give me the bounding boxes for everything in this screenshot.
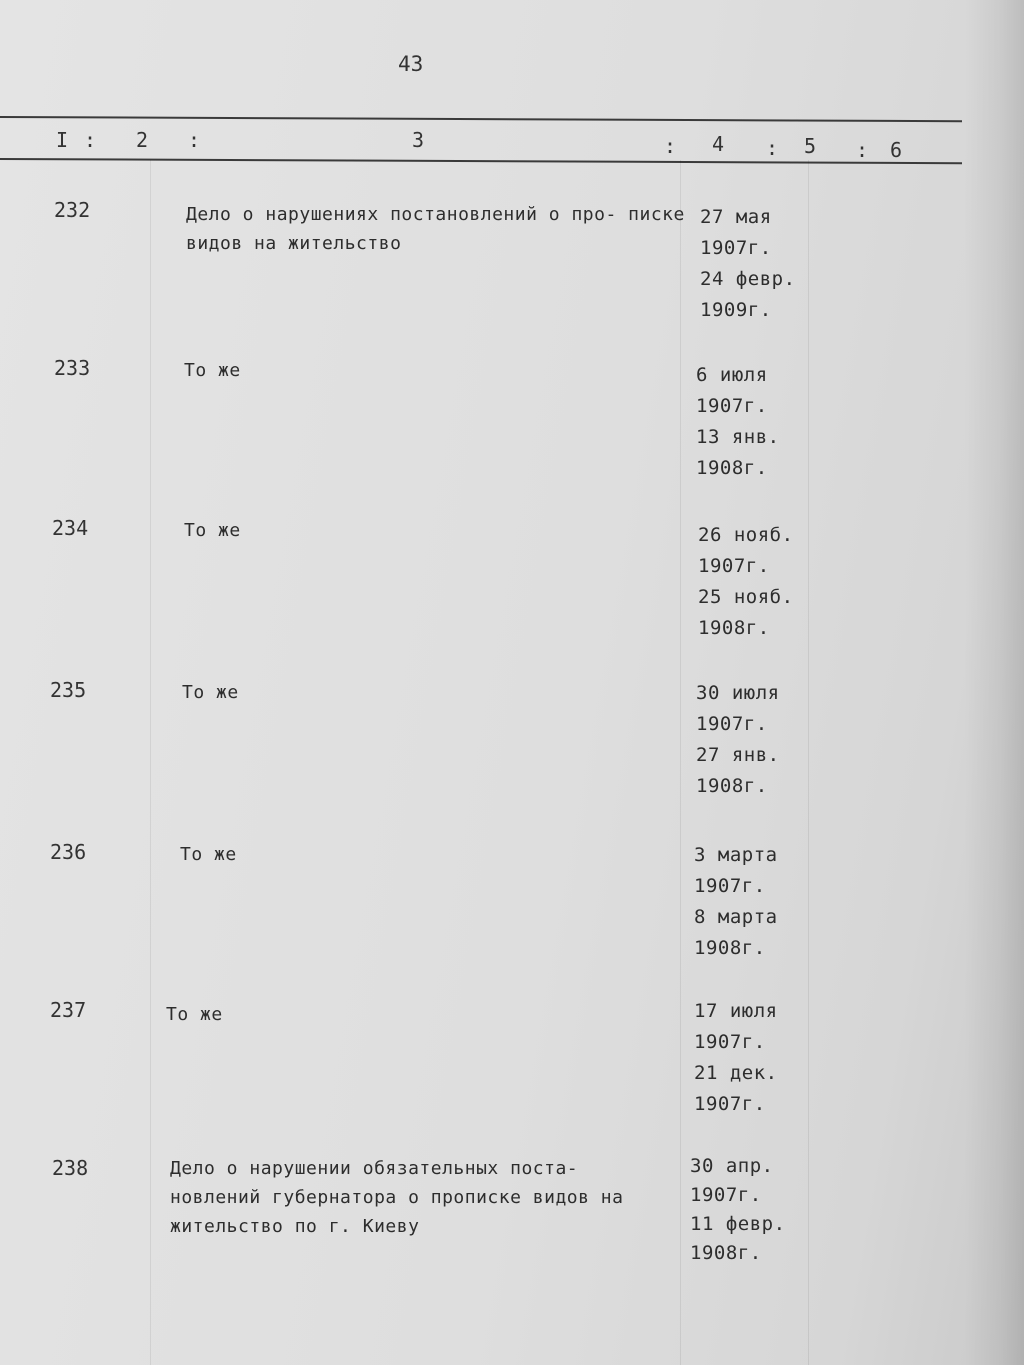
row-description: То же — [166, 1004, 223, 1025]
row-dates — [700, 202, 796, 326]
date-line: 30 июля — [696, 682, 780, 704]
date-line: 17 июля — [694, 1000, 778, 1022]
date-line: 1908г. — [690, 1242, 762, 1264]
date-line: 26 нояб. — [698, 524, 794, 546]
date-line: 1907г. — [696, 713, 768, 735]
date-line: 1907г. — [700, 237, 772, 259]
date-line: 1908г. — [696, 775, 768, 797]
date-line: 1908г. — [694, 937, 766, 959]
row-dates — [696, 360, 780, 484]
header-separator: : — [856, 138, 869, 162]
date-line: 25 нояб. — [698, 586, 794, 608]
date-line: 30 апр. — [690, 1155, 774, 1177]
date-line: 1908г. — [698, 617, 770, 639]
page-edge-shadow — [964, 0, 1024, 1365]
row-dates — [694, 996, 778, 1120]
date-line: 1907г. — [690, 1184, 762, 1206]
row-description: То же — [180, 844, 237, 865]
date-line: 27 янв. — [696, 744, 780, 766]
header-bottom-rule — [0, 158, 962, 164]
row-description: То же — [182, 682, 239, 703]
row-dates — [690, 1152, 786, 1268]
header-col-1: I — [56, 128, 69, 152]
date-line: 1907г. — [698, 555, 770, 577]
row-number: 232 — [54, 198, 91, 222]
date-line: 27 мая — [700, 206, 772, 228]
row-number: 234 — [52, 516, 89, 540]
header-separator: : — [84, 128, 97, 152]
date-line: 1907г. — [694, 1093, 766, 1115]
row-description: То же — [184, 360, 241, 381]
row-number: 237 — [50, 998, 87, 1022]
header-separator: : — [766, 136, 779, 160]
row-number: 233 — [54, 356, 91, 380]
column-divider — [150, 160, 151, 1365]
date-line: 11 февр. — [690, 1213, 786, 1235]
date-line: 21 дек. — [694, 1062, 778, 1084]
date-line: 1907г. — [694, 1031, 766, 1053]
row-description: Дело о нарушении обязательных поста- новлений губернатора о прописке видов на жительство по г. Киеву — [170, 1158, 624, 1237]
row-dates — [698, 520, 794, 644]
date-line: 24 февр. — [700, 268, 796, 290]
row-number: 236 — [50, 840, 87, 864]
date-line: 8 марта — [694, 906, 778, 928]
row-dates — [694, 840, 778, 964]
page-number: 43 — [398, 52, 424, 76]
date-line: 3 марта — [694, 844, 778, 866]
header-separator: : — [188, 128, 201, 152]
column-divider — [808, 160, 809, 1365]
column-divider — [680, 160, 681, 1365]
header-col-2: 2 — [136, 128, 149, 152]
header-top-rule — [0, 116, 962, 122]
date-line: 1909г. — [700, 299, 772, 321]
header-separator: : — [664, 134, 677, 158]
row-description: То же — [184, 520, 241, 541]
date-line: 1908г. — [696, 457, 768, 479]
date-line: 1907г. — [696, 395, 768, 417]
header-col-6: 6 — [890, 138, 903, 162]
row-number: 235 — [50, 678, 87, 702]
header-col-5: 5 — [804, 134, 817, 158]
header-col-4: 4 — [712, 132, 725, 156]
row-dates — [696, 678, 780, 802]
header-col-3: 3 — [412, 128, 425, 152]
date-line: 6 июля — [696, 364, 768, 386]
row-number: 238 — [52, 1156, 89, 1180]
date-line: 13 янв. — [696, 426, 780, 448]
row-description: Дело о нарушениях постановлений о про- писке видов на жительство — [186, 204, 685, 254]
date-line: 1907г. — [694, 875, 766, 897]
